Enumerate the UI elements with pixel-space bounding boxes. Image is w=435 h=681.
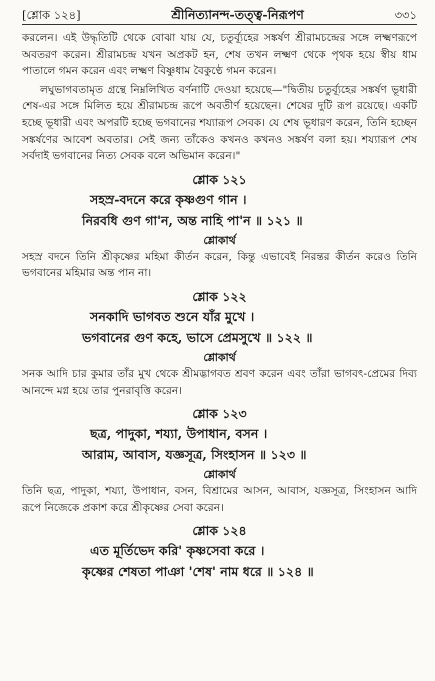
verse-block	[22, 522, 417, 582]
verse-heading: শ্লোক ১২১	[192, 171, 247, 187]
chapter-title: শ্রীনিত্যানন্দ-তত্ত্ব-নিরূপণ	[171, 7, 304, 22]
verse-line: এত মূর্তিভেদ করি' কৃষ্ণসেবা করে ।	[90, 543, 265, 559]
verse-line: সনকাদি ভাগবত শুনে যাঁর মুখে ।	[90, 308, 255, 324]
verse-line: আরাম, আবাস, যজ্ঞসূত্র, সিংহাসন ॥ ১২৩ ॥	[82, 447, 307, 463]
verse-line: সহস্র-বদনে করে কৃষ্ণগুণ গান ।	[90, 191, 247, 207]
translation-heading: শ্লোকার্থ	[203, 350, 236, 364]
verse-heading: শ্লোক ১২৪	[192, 523, 247, 539]
verse-line: ভগবানের গুণ কহে, ভাসে প্রেমসুখে ॥ ১২২ ॥	[82, 329, 313, 345]
purport-paragraph: করলেন। এই উদ্ধৃতিটি থেকে বোঝা যায় যে, চতুর্ব্যূহের সঙ্কর্ষণ শ্রীরামচন্দ্রের সঙ্গে লক্ষ্মণরূপে অবতরণ করেন। শ্রীরামচন্দ্র যখন অপ্রকট হন, শেষ তখন লক্ষ্মণ থেকে পৃথক হয়ে স্বীয় ধাম পাতালে গমন করেন এবং লক্ষ্মণ বিষ্ণুধাম বৈকুণ্ঠে গমন করেন।	[22, 32, 417, 78]
header-rule	[22, 24, 417, 25]
translation-text: তিনি ছত্র, পাদুকা, শয্যা, উপাধান, বসন, বিশ্রামের আসন, আবাস, যজ্ঞসূত্র, সিংহাসন আদি রূপে নিজেকে প্রকাশ করে শ্রীকৃষ্ণের সেবা করেন।	[22, 485, 417, 514]
translation-text: সহস্র বদনে তিনি শ্রীকৃষ্ণের মহিমা কীর্তন করেন, কিন্তু এভাবেই নিরন্তর কীর্তন করেও তিনি ভগবানের মহিমার অন্ত পান না।	[22, 250, 417, 280]
verse-line: নিরবধি গুণ গা'ন, অন্ত নাহি পা'ন ॥ ১২১ ॥	[82, 212, 303, 228]
verse-line: ছত্র, পাদুকা, শয্যা, উপাধান, বসন ।	[90, 426, 268, 442]
verse-heading: শ্লোক ১২৩	[192, 406, 247, 422]
purport-paragraph: লঘুভাগবতামৃত গ্রন্থে নিম্নলিখিত বর্ণনাটি দেওয়া হয়েছে—"দ্বিতীয় চতুর্ব্যূহের সঙ্কর্ষণ ভূধারী শেষ-এর সঙ্গে মিলিত হয়ে শ্রীরামচন্দ্র রূপে অবতীর্ণ হয়েছেন। শেষের দুটি রূপ রয়েছে। একটি হচ্ছে ভূধারী এবং অপরটি হচ্ছে ভগবানের শয্যারূপ সেবক। যে শেষ ভূধারণ করেন, তিনি হচ্ছেন সঙ্কর্ষণের আবেশ অবতার। সেই জন্য তাঁকেও কখনও কখনও সঙ্কর্ষণ বলা হয়। শয্যারূপ শেষ সর্বদাই ভগবানের নিত্য সেবক বলে অভিমান করেন।"	[22, 83, 417, 163]
verse-line: কৃষ্ণের শেষতা পাঞা 'শেষ' নাম ধরে ॥ ১২৪ ॥	[82, 564, 314, 580]
verse-block	[22, 405, 417, 516]
page-header	[22, 8, 417, 22]
page-number: ৩৩১	[394, 8, 417, 22]
verse-block	[22, 288, 417, 399]
verse-heading: শ্লোক ১২২	[192, 288, 247, 304]
translation-heading: শ্লোকার্থ	[203, 233, 236, 247]
translation-text: সনক আদি চার কুমার তাঁর মুখ থেকে শ্রীমদ্ভাগবত শ্রবণ করেন এবং তাঁরা ভাগবৎ-প্রেমের দিব্য আনন্দে মগ্ন হয়ে তার পুনরাবৃত্তি করেন।	[22, 367, 417, 397]
verse-range-label: [শ্লোক ১২৪]	[22, 8, 81, 22]
verse-block	[22, 171, 417, 282]
translation-heading: শ্লোকার্থ	[203, 468, 236, 482]
